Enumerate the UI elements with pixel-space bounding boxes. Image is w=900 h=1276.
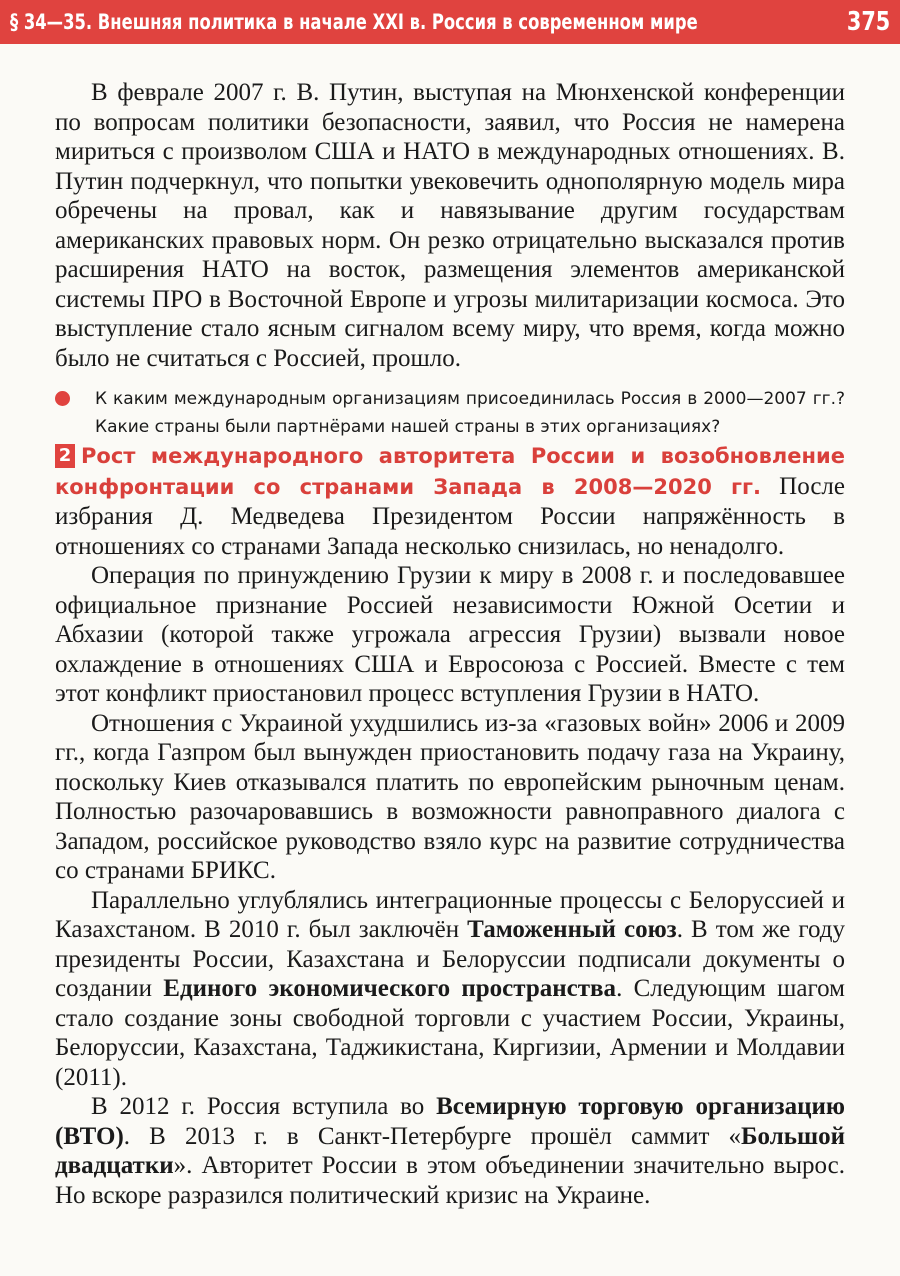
section-number-badge: 2 [55, 444, 75, 468]
term-common-economic-space: Единого экономического пространства [163, 975, 617, 1002]
term-wto: Всемирную торговую организацию (ВТО) [55, 1093, 845, 1150]
term-g20: Большой двадцатки [55, 1122, 845, 1179]
chapter-title: § 34—35. Внешняя политика в начале XXI в. Россия в современном мире [10, 10, 698, 34]
text-run: . В том же году президенты России, Казахстана и Белоруссии подписали документы о создании [55, 916, 845, 1002]
paragraph-ukraine-gas: Отношения с Украиной ухудшились из-за «газовых войн» 2006 и 2009 гг., когда Газпром был вынужден приостановить подачу газа на Украину, поскольку Киев отказывался платить по европейским рыночным ценам. Полностью разочаровавшись в возможности равноправного диалога с Западом, российское руководство взяло курс на развитие сотрудничества со странами БРИКС. [55, 709, 845, 884]
text-run: В 2012 г. Россия вступила во [91, 1093, 437, 1120]
section-intro-text: После избрания Д. Медведева Президентом России напряжённость в отношениях со странами Запада несколько снизилась, но ненадолго. [55, 472, 845, 560]
term-customs-union: Таможенный союз [467, 916, 677, 943]
text-run: . Следующим шагом стало создание зоны свободной торговли с участием России, Украины, Белоруссии, Казахстана, Таджикистана, Киргизии, Армении и Молдавии (2011). [55, 975, 845, 1091]
review-question [55, 385, 845, 441]
page-body [55, 78, 845, 1210]
paragraph-georgia: Операция по принуждению Грузии к миру в 2008 г. и последовавшее официальное признание Россией независимости Южной Осетии и Абхазии (которой также угрожала агрессия Грузии) вызвали новое охлаждение в отношениях США и Евросоюза с Россией. Вместе с тем этот конфликт приостановил процесс вступления Грузии в НАТО. [55, 562, 845, 707]
text-run: Параллельно углублялись интеграционные процессы с Белоруссией и Казахстаном. В 2010 г. был заключён [55, 886, 845, 943]
question-text: К каким международным организациям присоединилась Россия в 2000—2007 гг.? Какие страны были партнёрами нашей страны в этих организациях? [95, 389, 845, 437]
paragraph-munich-speech: В феврале 2007 г. В. Путин, выступая на Мюнхенской конференции по вопросам политики безопасности, заявил, что Россия не намерена мириться с произволом США и НАТО в международных отношениях. В. Путин подчеркнул, что попытки увековечить однополярную модель мира обречены на провал, как и навязывание другим государствам американских правовых норм. Он резко отрицательно высказался против расширения НАТО на восток, размещения элементов американской системы ПРО в Восточной Европе и угрозы милитаризации космоса. Это выступление стало ясным сигналом всему миру, что время, когда можно было не считаться с Россией, прошло. [55, 79, 845, 372]
page-number: 375 [846, 7, 890, 37]
paragraph-integration [55, 886, 845, 1093]
page-header [0, 0, 900, 44]
section-title: Рост международного авторитета России и возобновление конфронтации со странами Запада в 2008—2020 гг. [55, 444, 845, 499]
section-2 [55, 441, 845, 561]
text-run: . В 2013 г. в Санкт-Петербурге прошёл саммит « [123, 1122, 742, 1150]
question-bullet-icon [55, 391, 70, 406]
text-run: ». Авторитет России в этом объединении значительно вырос. Но вскоре разразился политический кризис на Украине. [55, 1152, 845, 1209]
paragraph-wto [55, 1092, 845, 1210]
